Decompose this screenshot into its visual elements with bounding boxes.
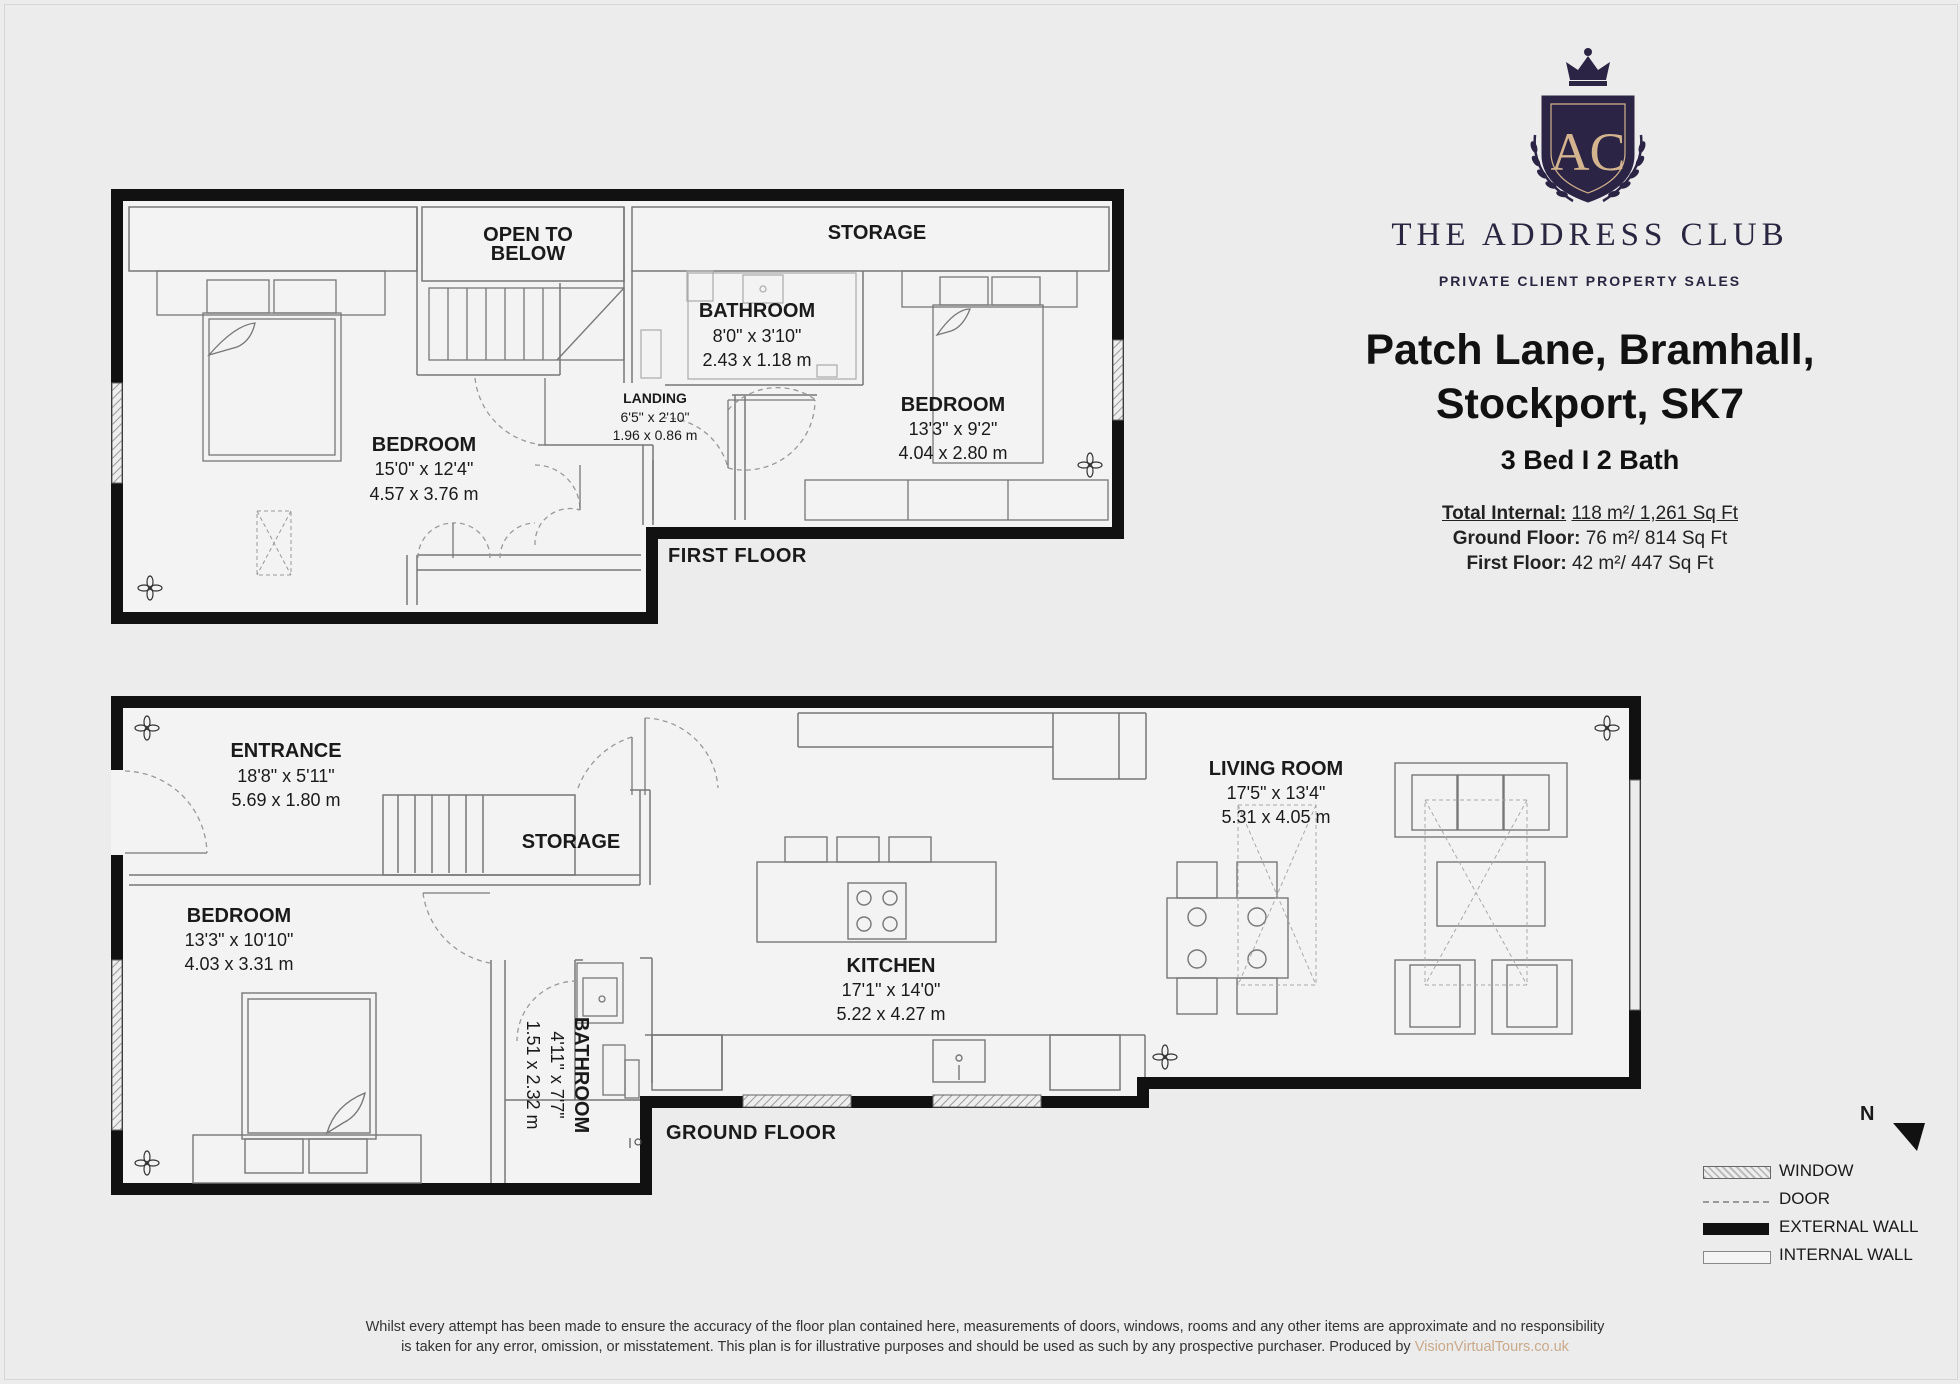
brand-name: THE ADDRESS CLUB: [1391, 217, 1789, 253]
ground-floor-plan: [111, 702, 1640, 1189]
bathroom-imperial: 4'11" x 7'7": [547, 1031, 567, 1119]
entrance-metric: 5.69 x 1.80 m: [231, 790, 341, 810]
address-line-1: Patch Lane, Bramhall,: [1365, 326, 1815, 374]
bedroom-imperial: 13'3" x 10'10": [184, 930, 294, 950]
bathroom-name: BATHROOM: [570, 1016, 592, 1134]
north-label: N: [1860, 1103, 1875, 1125]
living-room-name: LIVING ROOM: [1208, 758, 1344, 780]
storage-label: STORAGE: [521, 831, 621, 853]
property-address: [1325, 323, 1855, 431]
ground-area: Ground Floor: 76 m²/ 814 Sq Ft: [1452, 528, 1728, 549]
window: [933, 1095, 1041, 1107]
kitchen-imperial: 17'1" x 14'0": [841, 980, 941, 1000]
window: [743, 1095, 851, 1107]
living-room-imperial: 17'5" x 13'4": [1226, 783, 1326, 803]
living-room-metric: 5.31 x 4.05 m: [1221, 807, 1331, 827]
window: [112, 960, 122, 1130]
landing-name: LANDING: [623, 390, 687, 406]
brand-tagline: PRIVATE CLIENT PROPERTY SALES: [1438, 273, 1742, 289]
landing-imperial: 6'5" x 2'10": [620, 409, 690, 425]
address-line-2: Stockport, SK7: [1435, 380, 1745, 428]
floor-plan-sheet: OPEN TO BELOW STORAGE BATHROOM 8'0" x 3'10" 2.43 x 1.18 m LANDING 6'5" x 2'10" 1.96 x 0.86 m BEDROOM 15'0" x 12'4" 4.57 x 3.76 m BEDROOM 13'3" x 9'2" 4.04 x 2.80 m FIRST FLOOR ENTRANCE 18'8" x 5'11" 5.69 x 1.80 m STORAGE BEDROOM 13'3" x 10'10" 4.03 x 3.31 m KITCHEN 17'1" x 14'0" 5.22 x 4.27 m LIVING ROOM 17'5" x 13'4" 5.31 x 4.05 m BATHROOM 4'11" x 7'7" 1.51 x 2.32 m GROUND FLOOR AC THE ADDRESS CLUB PRIVATE CLIENT PROPERTY SALES Patch Lane, Bramhall, Stockport, SK7 3 Bed I 2 Bath Total Internal: 118 m²/ 1,261 Sq Ft Ground Floor: 76 m²/ 814 Sq Ft First Floor: 42 m²/ 447 Sq Ft N WINDOW DOOR EXTERNAL WALL INTERNAL WALL Whilst every attempt has been made to ensure the accuracy of the floor plan contained here, measurements of doors, windows, rooms and any other items are approximate and no responsibility is taken for any error, omission, or misstatement. This plan is for illustrative purposes and should be used as such by any prospective purchaser. Produced by VisionVirtualTours.co.uk: [4, 4, 1958, 1380]
bedroom-name: BEDROOM: [900, 394, 1006, 416]
first-area: First Floor: 42 m²/ 447 Sq Ft: [1466, 553, 1714, 574]
internal-wall-swatch: [1703, 1251, 1771, 1264]
bedroom-imperial: 15'0" x 12'4": [374, 459, 474, 479]
entrance-name: ENTRANCE: [230, 740, 342, 762]
bathroom-metric: 1.51 x 2.32 m: [523, 1020, 543, 1130]
entrance-imperial: 18'8" x 5'11": [237, 766, 335, 786]
open-to-below-label: OPEN TO: [483, 224, 573, 246]
bathroom-imperial: 8'0" x 3'10": [712, 326, 802, 346]
window: [112, 383, 122, 483]
external-wall-swatch: [1703, 1223, 1769, 1235]
north-arrow-icon: [1893, 1123, 1925, 1151]
kitchen-metric: 5.22 x 4.27 m: [836, 1004, 946, 1024]
window: [1113, 340, 1123, 420]
total-area: Total Internal: 118 m²/ 1,261 Sq Ft: [1441, 503, 1738, 524]
area-summary: [1325, 501, 1855, 576]
bedroom-imperial: 13'3" x 9'2": [908, 419, 998, 439]
bathroom-metric: 2.43 x 1.18 m: [702, 350, 812, 370]
bedroom-name: BEDROOM: [371, 434, 477, 456]
svg-text:AC: AC: [1550, 122, 1626, 182]
crest-crown-laurel-icon: [1529, 48, 1647, 201]
window: [1630, 780, 1640, 1010]
bedroom-name: BEDROOM: [186, 905, 292, 927]
window-swatch: [1703, 1166, 1771, 1179]
bathroom-name: BATHROOM: [698, 300, 816, 322]
bedroom-metric: 4.57 x 3.76 m: [369, 484, 479, 504]
door-swatch: [1703, 1201, 1769, 1203]
storage-label: STORAGE: [827, 222, 927, 244]
floor-plan-drawing: [5, 5, 1957, 1379]
bedroom-metric: 4.03 x 3.31 m: [184, 954, 294, 974]
kitchen-name: KITCHEN: [846, 955, 936, 977]
open-to-below-label-2: BELOW: [490, 243, 566, 265]
bedroom-metric: 4.04 x 2.80 m: [898, 443, 1008, 463]
disclaimer: Whilst every attempt has been made to ensure the accuracy of the floor plan contained here, measurements of doors, windows, rooms and any other items are approximate and no responsibility is taken for any error, omission, or misstatement. This plan is for illustrative purposes and should be used as such by any prospective purchaser. Produced by VisionVirtualTours.co.uk: [365, 1319, 1605, 1355]
ground-floor-external-wall: [117, 702, 1635, 1189]
credit-link[interactable]: VisionVirtualTours.co.uk: [1414, 1339, 1569, 1355]
first-floor-label: FIRST FLOOR: [668, 545, 807, 567]
beds-baths: 3 Bed I 2 Bath: [1500, 445, 1680, 475]
ground-floor-label: GROUND FLOOR: [666, 1122, 837, 1144]
landing-metric: 1.96 x 0.86 m: [612, 427, 698, 443]
